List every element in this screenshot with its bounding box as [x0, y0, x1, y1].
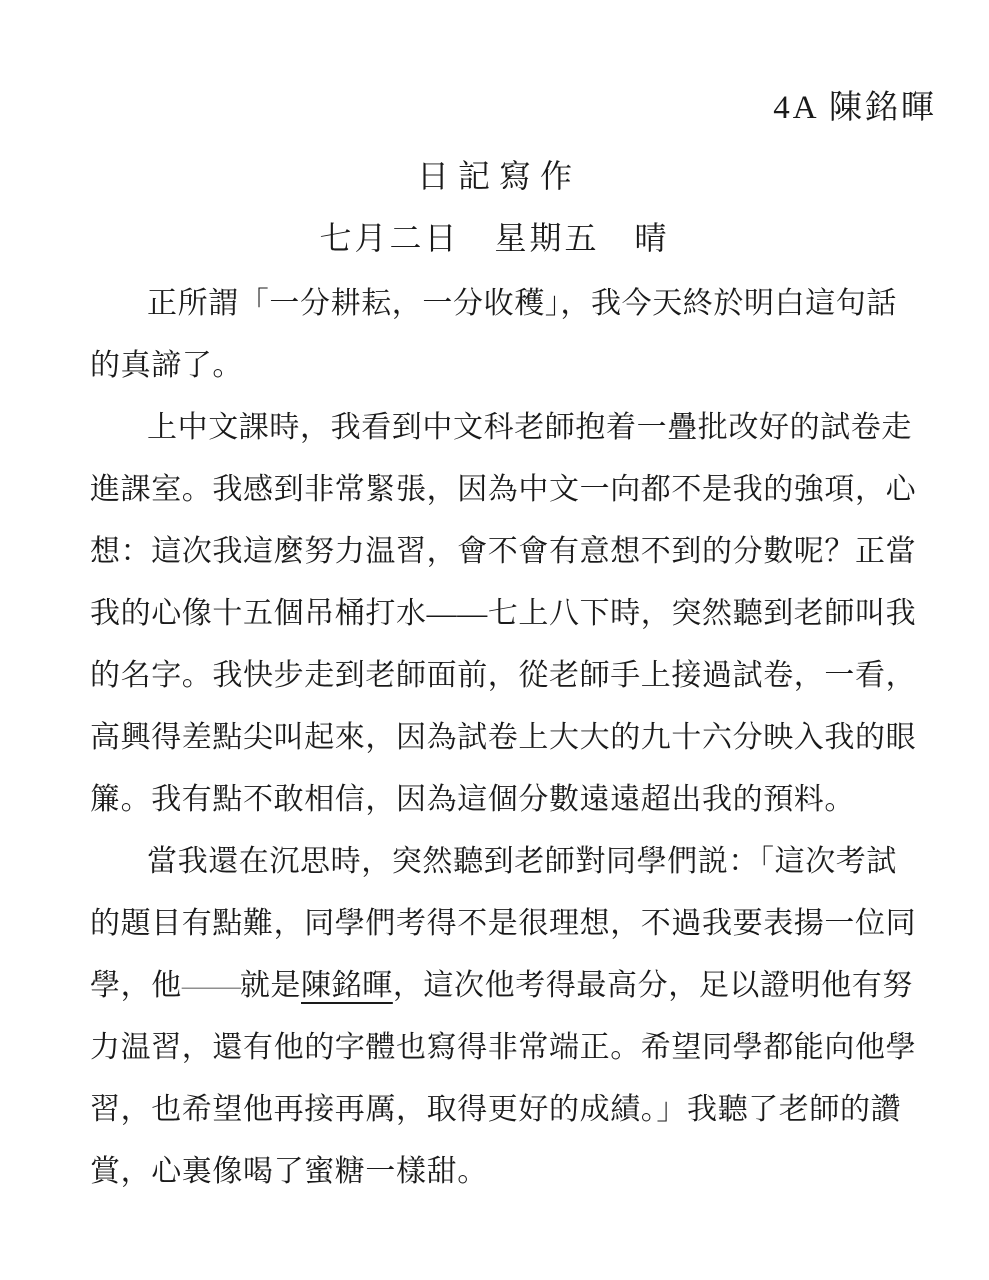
text-segment: 的真諦了。 [90, 349, 243, 382]
text-line [90, 1141, 916, 1203]
text-segment: 就是 [239, 969, 302, 1002]
date-line: 七月二日 星期五 晴 [319, 220, 670, 256]
text-segment: 進課室。我感到非常緊張，因為中文一向都不是我的強項，心 [90, 473, 917, 506]
text-segment: ，這次他考得最高分，足以證明他有努 [392, 969, 914, 1002]
text-line [90, 831, 916, 893]
text-segment: 正所謂「一分耕耘，一分收穫」，我今天終於明白這句話 [147, 287, 897, 320]
em-dash: —— [181, 969, 240, 1002]
text-line [90, 1017, 916, 1079]
text-line [90, 893, 916, 955]
text-segment: 的名字。我快步走到老師面前，從老師手上接過試卷，一看， [90, 659, 917, 692]
text-line [90, 769, 916, 831]
text-segment: 當我還在沉思時，突然聽到老師對同學們説：「這次考試 [147, 845, 897, 878]
text-segment: 力温習，還有他的字體也寫得非常端正。希望同學都能向他學 [90, 1031, 917, 1064]
text-segment: 習，也希望他再接再厲，取得更好的成績。」我聽了老師的讚 [90, 1093, 902, 1126]
text-segment: 簾。我有點不敢相信，因為這個分數遠遠超出我的預料。 [90, 783, 855, 816]
paragraph [90, 273, 916, 397]
underlined-student-name: 陳銘暉 [301, 969, 393, 1002]
text-line [90, 707, 916, 769]
paragraph [90, 831, 916, 1203]
text-line [90, 335, 916, 397]
essay-body [90, 273, 916, 1203]
text-segment: 上中文課時，我看到中文科老師抱着一疊批改好的試卷走 [147, 411, 912, 444]
text-segment: 我的心像十五個吊桶打水——七上八下時，突然聽到老師叫我 [90, 597, 917, 630]
text-segment: 學，他 [90, 969, 182, 1002]
text-line [90, 273, 916, 335]
text-line [90, 645, 916, 707]
text-line [90, 459, 916, 521]
text-line [90, 397, 916, 459]
student-name: 4A 陳銘暉 [773, 90, 937, 126]
text-segment: 高興得差點尖叫起來，因為試卷上大大的九十六分映入我的眼 [90, 721, 917, 754]
text-segment: 賞，心裏像喝了蜜糖一樣甜。 [90, 1155, 488, 1188]
paragraph [90, 397, 916, 831]
text-segment: 想：這次我這麼努力温習，會不會有意想不到的分數呢？正當 [90, 535, 917, 568]
text-line [90, 521, 916, 583]
text-line [90, 1079, 916, 1141]
text-line [90, 955, 916, 1017]
essay-title: 日記寫作 [416, 158, 581, 194]
text-line [90, 583, 916, 645]
text-segment: 的題目有點難，同學們考得不是很理想，不過我要表揚一位同 [90, 907, 917, 940]
